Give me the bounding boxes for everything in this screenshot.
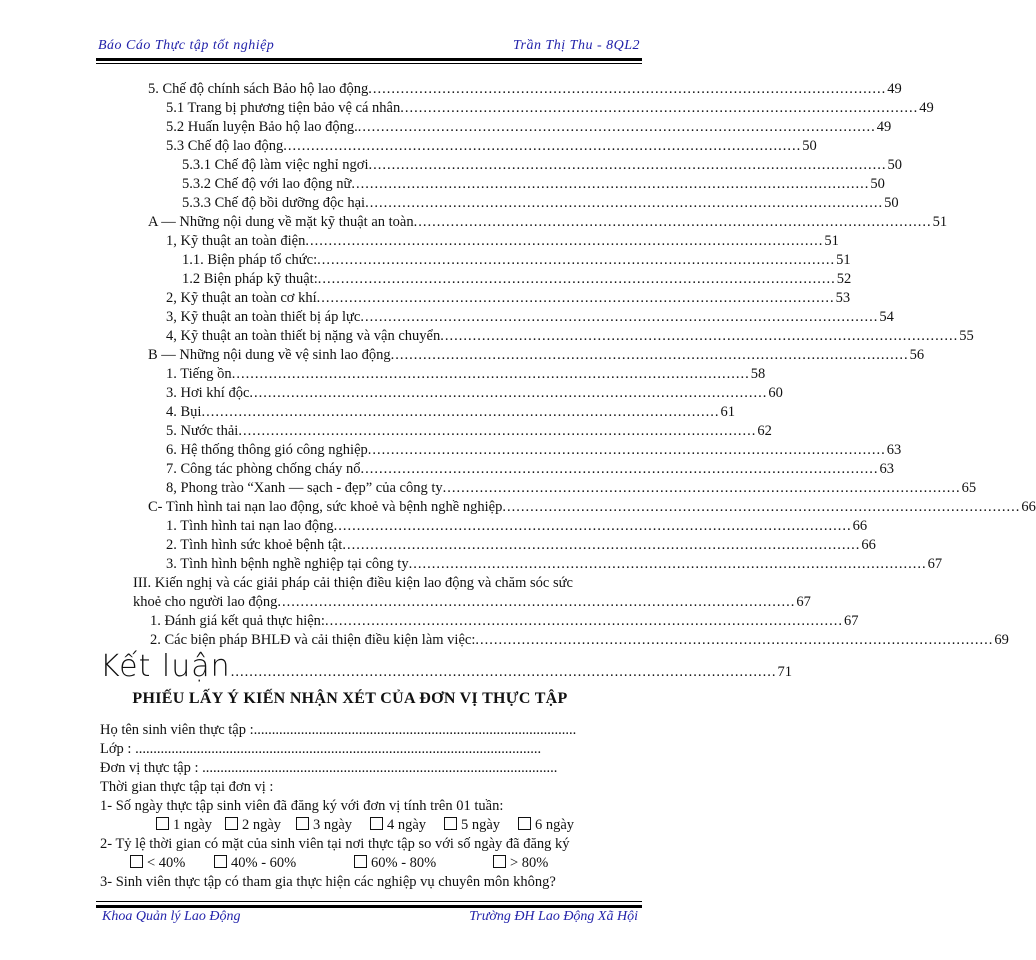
toc-entry: 2, Kỹ thuật an toàn cơ khí ................................................................................................................ 53 [166,290,851,306]
toc-entry: 6. Hệ thống thông gió công nghiệp ................................................................................................................ 63 [166,442,902,458]
toc-entry: A — Những nội dung về mặt kỹ thuật an toàn ................................................................................................................ 51 [148,214,948,230]
toc-entry: 1. Đánh giá kết quả thực hiện: ................................................................................................................ 67 [150,613,859,629]
class-line: Lớp : ................................................................................................................ [100,741,542,757]
student-name-line: Họ tên sinh viên thực tập :......................................................................................... [100,722,577,738]
checkbox[interactable] [296,817,309,830]
footer-right: Trường ĐH Lao Động Xã Hội [469,909,638,924]
q1-option[interactable]: 6 ngày [518,816,574,835]
toc-section-3-line1: III. Kiến nghị và các giải pháp cải thiện điều kiện lao động và chăm sóc sức [133,575,573,591]
header-rule-thin [96,63,642,64]
checkbox[interactable] [214,855,227,868]
toc-entry: 5. Chế độ chính sách Bảo hộ lao động ................................................................................................................ 49 [148,81,902,97]
toc-entry: 5. Nước thải ................................................................................................................ 62 [166,423,772,439]
q1-option[interactable]: 3 ngày [296,816,352,835]
q2-option[interactable]: 40% - 60% [214,854,296,873]
header-right: Trần Thị Thu - 8QL2 [513,38,640,53]
checkbox[interactable] [354,855,367,868]
toc-entry: 4, Kỹ thuật an toàn thiết bị nặng và vận chuyển ................................................................................................................ 55 [166,328,974,344]
toc-section-3-line2: khoẻ cho người lao động ................................................................................................................ 67 [133,594,811,610]
toc-entry: 1. Tiếng ồn ................................................................................................................ 58 [166,366,766,382]
toc-entry: 5.3 Chế độ lao động ................................................................................................................ 50 [166,138,817,154]
q1-option[interactable]: 5 ngày [444,816,500,835]
toc-entry: 8, Phong trào “Xanh — sạch - đẹp” của công ty ................................................................................................................ 65 [166,480,977,496]
q2-option[interactable]: > 80% [493,854,548,873]
toc-entry: 3. Hơi khí độc ................................................................................................................ 60 [166,385,783,401]
checkbox[interactable] [518,817,531,830]
checkbox[interactable] [444,817,457,830]
toc-entry: 3. Tình hình bệnh nghề nghiệp tại công ty ................................................................................................................ 67 [166,556,943,572]
checkbox[interactable] [156,817,169,830]
checkbox[interactable] [225,817,238,830]
form-title: PHIẾU LẤY Ý KIẾN NHẬN XÉT CỦA ĐƠN VỊ THỰC TẬP [132,690,568,707]
checkbox[interactable] [493,855,506,868]
header-left: Báo Cáo Thực tập tốt nghiệp [98,38,275,53]
header-rule-thick [96,58,642,61]
checkbox[interactable] [130,855,143,868]
toc-entry: 5.1 Trang bị phương tiện bảo vệ cá nhân ................................................................................................................ 49 [166,100,934,116]
toc-entry: 5.2 Huấn luyện Bảo hộ lao động. ................................................................................................................ 49 [166,119,892,135]
toc-entry: 3, Kỹ thuật an toàn thiết bị áp lực ................................................................................................................ 54 [166,309,894,325]
toc-entry: B — Những nội dung về vệ sinh lao động ................................................................................................................ 56 [148,347,925,363]
toc-conclusion: Kết luận ...................................................................................................................... 71 [100,649,792,684]
unit-line: Đơn vị thực tập : .................................................................................................. [100,760,558,776]
footer-rule-thin [96,901,642,902]
q1-option[interactable]: 2 ngày [225,816,281,835]
q2-option[interactable]: 60% - 80% [354,854,436,873]
toc-entry: 5.3.1 Chế độ làm việc nghỉ ngơi ................................................................................................................ 50 [182,157,902,173]
footer-rule-thick [96,905,642,908]
q2-option[interactable]: < 40% [130,854,185,873]
toc-entry: 1.1. Biện pháp tổ chức: ................................................................................................................ 51 [182,252,851,268]
toc-entry: 5.3.2 Chế độ với lao động nữ ................................................................................................................ 50 [182,176,885,192]
toc-entry: 1. Tình hình tai nạn lao động ................................................................................................................ 66 [166,518,868,534]
question-2: 2- Tỷ lệ thời gian có mặt của sinh viên tại nơi thực tập so với số ngày đã đăng ký [100,836,570,852]
toc-entry: 1, Kỹ thuật an toàn điện ................................................................................................................ 51 [166,233,839,249]
toc-entry: 1.2 Biện pháp kỹ thuật: ................................................................................................................ 52 [182,271,852,287]
q1-option[interactable]: 1 ngày [156,816,212,835]
toc-entry: 4. Bụi ................................................................................................................ 61 [166,404,735,420]
q1-option[interactable]: 4 ngày [370,816,426,835]
toc-entry: 2. Các biện pháp BHLĐ và cải thiện điều kiện làm việc: ................................................................................................................ 69 [150,632,1009,648]
toc-entry: C- Tình hình tai nạn lao động, sức khoẻ và bệnh nghề nghiệp ................................................................................................................ 66 [148,499,1036,515]
internship-time-label: Thời gian thực tập tại đơn vị : [100,779,274,795]
checkbox[interactable] [370,817,383,830]
toc-entry: 5.3.3 Chế độ bồi dưỡng độc hại ................................................................................................................ 50 [182,195,899,211]
toc-entry: 2. Tình hình sức khoẻ bệnh tật ................................................................................................................ 66 [166,537,876,553]
toc-entry: 7. Công tác phòng chống cháy nổ ................................................................................................................ 63 [166,461,895,477]
question-3: 3- Sinh viên thực tập có tham gia thực hiện các nghiệp vụ chuyên môn không? [100,874,556,890]
question-1: 1- Số ngày thực tập sinh viên đã đăng ký với đơn vị tính trên 01 tuần: [100,798,504,814]
footer-left: Khoa Quản lý Lao Động [102,909,241,924]
